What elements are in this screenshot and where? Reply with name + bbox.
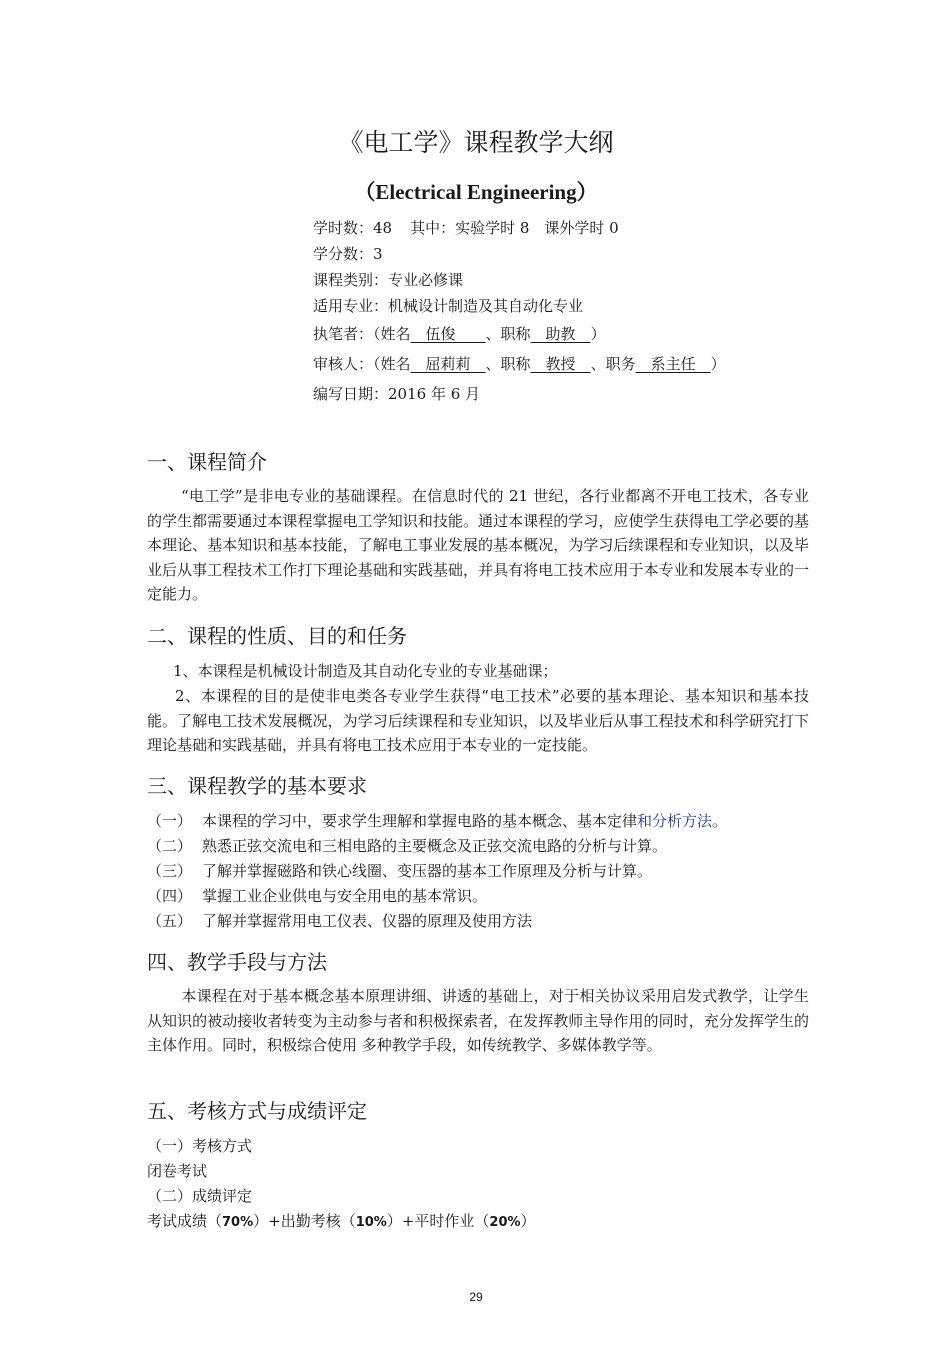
course-info <box>313 215 726 409</box>
grading-formula: 考试成绩（70%）+出勤考核（10%）+平时作业（20%） <box>147 1212 536 1230</box>
grading-subheading: （二）成绩评定 <box>147 1187 253 1205</box>
author-close: ） <box>590 325 606 343</box>
document-subtitle: （Electrical Engineering） <box>354 180 598 204</box>
date-row: 编写日期：2016 年 6 月 <box>313 385 481 403</box>
list-item: （二） 熟悉正弦交流电和三相电路的主要概念及正弦交流电路的分析与计算。 <box>147 837 668 855</box>
requirements-list <box>147 809 727 934</box>
major-row: 适用专业：机械设计制造及其自动化专业 <box>313 297 584 315</box>
nature-paragraph-2 <box>147 684 809 758</box>
page-number: 29 <box>469 1290 483 1304</box>
nature-text-2: 2、本课程的目的是使非电类各专业学生获得“电工技术”必要的基本理论、基本知识和基本技能。了解电工技术发展概况，为学习后续课程和专业知识，以及毕业后从事工程技术和科学研究打下理论基础和实践基础，并具有将电工技术应用于本专业的一定技能。 <box>147 687 809 754</box>
assessment-mode: 闭卷考试 <box>147 1162 208 1180</box>
credits-row: 学分数：3 <box>313 245 383 263</box>
reviewer-title: 教授 <box>530 355 591 373</box>
section-heading-nature: 二、课程的性质、目的和任务 <box>147 624 407 648</box>
author-name: 伍俊 <box>410 325 486 343</box>
methods-text: 本课程在对于基本概念基本原理讲细、讲透的基础上，对于相关协议采用启发式教学，让学生从知识的被动接收者转变为主动参与者和积极探索者，在发挥教师主导作用的同时，充分发挥学生的主体作用。同时，积极综合使用 多种教学手段，如传统教学、多媒体教学等。 <box>147 987 809 1054</box>
list-item: （三） 了解并掌握磁路和铁心线圈、变压器的基本工作原理及分析与计算。 <box>147 862 653 880</box>
section-heading-assessment: 五、考核方式与成绩评定 <box>147 1099 367 1123</box>
list-item: （一） 本课程的学习中，要求学生理解和掌握电路的基本概念、基本定律和分析方法。 <box>147 812 728 830</box>
category-row: 课程类别：专业必修课 <box>313 271 464 289</box>
hours-row <box>313 215 726 241</box>
reviewer-name: 屈莉莉 <box>410 355 486 373</box>
highlighted-text: 和分析方法 <box>637 812 713 830</box>
reviewer-close: ） <box>710 355 726 373</box>
reviewer-post-label: 、职务 <box>590 355 636 373</box>
intro-paragraph <box>147 484 809 607</box>
section-heading-intro: 一、课程简介 <box>147 450 267 474</box>
hours: 学时数：48 <box>313 219 393 237</box>
assessment-block <box>147 1134 536 1235</box>
author-title: 助教 <box>530 325 591 343</box>
section-heading-methods: 四、教学手段与方法 <box>147 950 327 974</box>
nature-paragraph-1 <box>147 659 809 684</box>
reviewer-prefix: 审核人：（姓名 <box>313 355 411 373</box>
document-title: 《电工学》课程教学大纲 <box>338 128 614 157</box>
hours-detail: 其中：实验学时 8 课外学时 0 <box>410 219 619 237</box>
section-heading-requirements: 三、课程教学的基本要求 <box>147 774 367 798</box>
author-row <box>313 319 726 349</box>
reviewer-post: 系主任 <box>635 355 711 373</box>
reviewer-row <box>313 349 726 379</box>
reviewer-title-label: 、职称 <box>485 355 531 373</box>
methods-paragraph <box>147 984 809 1058</box>
author-title-label: 、职称 <box>485 325 531 343</box>
assessment-subheading: （一）考核方式 <box>147 1137 253 1155</box>
nature-text-1: 1、本课程是机械设计制造及其自动化专业的专业基础课； <box>173 662 558 680</box>
author-prefix: 执笔者：（姓名 <box>313 325 411 343</box>
list-item: （四） 掌握工业企业供电与安全用电的基本常识。 <box>147 887 488 905</box>
list-item: （五） 了解并掌握常用电工仪表、仪器的原理及使用方法 <box>147 912 533 930</box>
intro-text: “电工学”是非电专业的基础课程。在信息时代的 21 世纪，各行业都离不开电工技术，各专业的学生都需要通过本课程掌握电工学知识和技能。通过本课程的学习，应使学生获得电工学必要的基本理论、基本知识和基本技能，了解电工事业发展的基本概况，为学习后续课程和专业知识，以及毕业后从事工程技术工作打下理论基础和实践基础，并具有将电工技术应用于本专业和发展本专业的一定能力。 <box>147 487 809 603</box>
